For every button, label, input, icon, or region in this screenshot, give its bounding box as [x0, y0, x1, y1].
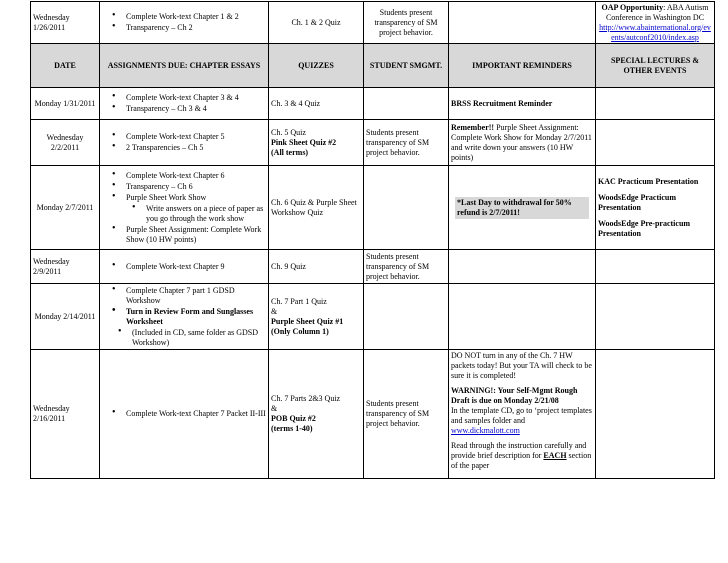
dickmalott-link[interactable]: www.dickmalott.com	[451, 426, 520, 435]
header-events: SPECIAL LECTURES & OTHER EVENTS	[596, 44, 715, 88]
each-emphasis: EACH	[543, 451, 567, 460]
warning-reminder: WARNING!: Your Self-Mgmt Rough Draft is due on Monday 2/21/08	[451, 386, 578, 405]
student-cell: Students present transparency of SM project behavior.	[364, 2, 449, 44]
event-item: WoodsEdge Pre-practicum Presentation	[598, 218, 691, 238]
student-cell	[364, 88, 449, 120]
student-cell	[364, 284, 449, 350]
table-row	[31, 120, 715, 166]
header-date: DATE	[31, 44, 100, 88]
date-cell: Wednesday 2/2/2011	[31, 120, 100, 166]
list-item: • Complete Work-text Chapter 5	[112, 132, 266, 142]
events-cell	[596, 120, 715, 166]
events-cell	[596, 284, 715, 350]
reminder-text: Purple Sheet Assignment: Complete Work Show for Monday 2/7/2011 and write down your answers (10 HW points)	[451, 122, 592, 162]
reminder-cell	[449, 350, 596, 479]
event-text: : ABA Autism Conference in Washington DC	[605, 2, 709, 22]
header-quizzes: QUIZZES	[269, 44, 364, 88]
list-item: • Transparency – Ch 3 & 4	[112, 104, 266, 114]
quiz-cell	[269, 284, 364, 350]
quiz-line: Pink Sheet Quiz #2	[271, 137, 337, 147]
student-cell	[364, 166, 449, 250]
header-row	[31, 44, 715, 88]
date-cell: Monday 1/31/2011	[31, 88, 100, 120]
event-title: OAP Opportunity	[601, 2, 664, 12]
table-row	[31, 250, 715, 284]
withdrawal-reminder: *Last Day to withdrawal for 50% refund is 2/7/2011!	[455, 197, 589, 219]
quiz-line: (terms 1-40)	[271, 424, 313, 433]
date-cell: Monday 2/14/2011	[31, 284, 100, 350]
quiz-line: (Only Column 1)	[271, 326, 329, 336]
sub-list-item: • (Included in CD, same folder as GDSD Workshow)	[118, 328, 266, 348]
description-reminder	[451, 441, 593, 471]
reminder-cell	[449, 120, 596, 166]
table-row	[31, 166, 715, 250]
list-item: • Complete Work-text Chapter 1 & 2	[112, 12, 266, 22]
reminder-cell	[449, 2, 596, 44]
quiz-line: &	[271, 306, 278, 316]
table-row	[31, 350, 715, 479]
student-cell: Students present transparency of SM project behavior.	[364, 120, 449, 166]
reminder-cell	[449, 284, 596, 350]
date-cell: Wednesday 2/16/2011	[31, 350, 100, 479]
list-item	[112, 193, 266, 224]
description-end: section of the paper	[451, 451, 592, 470]
assignments-cell	[100, 120, 269, 166]
event-item: WoodsEdge Practicum Presentation	[598, 192, 676, 212]
sub-list-item: • Write answers on a piece of paper as you go through the work show	[132, 204, 266, 224]
reminder-bold: Remember!!	[451, 122, 495, 132]
reminder-cell	[449, 166, 596, 250]
list-item: • Transparency – Ch 2	[112, 23, 266, 33]
list-item-label: Purple Sheet Work Show	[126, 192, 207, 202]
list-item: • Complete Work-text Chapter 9	[112, 262, 266, 272]
list-item: • 2 Transparencies – Ch 5	[112, 143, 266, 153]
quiz-line: Ch. 5 Quiz	[271, 127, 306, 137]
assignments-cell	[100, 250, 269, 284]
list-item: • Complete Work-text Chapter 7 Packet II-III	[112, 409, 266, 419]
quiz-line: Purple Sheet Quiz #1	[271, 316, 344, 326]
template-instructions: In the template CD, go to ‘project templates and samples folder and	[451, 406, 592, 425]
student-cell: Students present transparency of SM project behavior.	[364, 250, 449, 284]
event-link[interactable]: http://www.abainternational.org/events/autconf2010/index.asp	[599, 22, 711, 42]
assignments-cell	[100, 2, 269, 44]
assignments-cell	[100, 88, 269, 120]
header-assignments: ASSIGNMENTS DUE: CHAPTER ESSAYS	[100, 44, 269, 88]
assignments-cell	[100, 284, 269, 350]
table-row	[31, 88, 715, 120]
quiz-cell: Ch. 3 & 4 Quiz	[269, 88, 364, 120]
schedule-table	[30, 1, 715, 479]
quiz-line: (All terms)	[271, 147, 309, 157]
quiz-line: &	[271, 404, 278, 413]
list-item: • Complete Chapter 7 part 1 GDSD Workshow	[112, 286, 266, 306]
events-cell	[596, 88, 715, 120]
list-item: • Transparency – Ch 6	[112, 182, 266, 192]
events-cell	[596, 250, 715, 284]
list-item: • Complete Work-text Chapter 3 & 4	[112, 93, 266, 103]
assignments-cell	[100, 166, 269, 250]
header-student: STUDENT SMGMT.	[364, 44, 449, 88]
reminder-cell	[449, 250, 596, 284]
events-cell	[596, 2, 715, 44]
events-cell	[596, 166, 715, 250]
quiz-line: Ch. 7 Part 1 Quiz	[271, 296, 327, 306]
date-cell: Wednesday 1/26/2011	[31, 2, 100, 44]
date-cell: Monday 2/7/2011	[31, 166, 100, 250]
events-cell	[596, 350, 715, 479]
quiz-line: POB Quiz #2	[271, 414, 316, 423]
assignments-cell	[100, 350, 269, 479]
quiz-cell: Ch. 6 Quiz & Purple Sheet Workshow Quiz	[269, 166, 364, 250]
student-cell: Students present transparency of SM project behavior.	[364, 350, 449, 479]
list-item: • Turn in Review Form and Sunglasses Worksheet	[112, 307, 266, 327]
list-item: • Purple Sheet Assignment: Complete Work Show (10 HW points)	[112, 225, 266, 245]
description-text: Read through the instruction carefully and provide brief description for	[451, 441, 587, 460]
quiz-cell: Ch. 1 & 2 Quiz	[269, 2, 364, 44]
event-item: KAC Practicum Presentation	[598, 176, 699, 186]
quiz-cell	[269, 350, 364, 479]
quiz-line: Ch. 7 Parts 2&3 Quiz	[271, 394, 341, 403]
quiz-cell: Ch. 9 Quiz	[269, 250, 364, 284]
table-row	[31, 284, 715, 350]
table-row	[31, 2, 715, 44]
date-cell: Wednesday 2/9/2011	[31, 250, 100, 284]
header-reminders: IMPORTANT REMINDERS	[449, 44, 596, 88]
quiz-cell	[269, 120, 364, 166]
reminder-packets: DO NOT turn in any of the Ch. 7 HW packets today! But your TA will check to be sure it is completed!	[451, 351, 592, 380]
reminder-cell: BRSS Recruitment Reminder	[449, 88, 596, 120]
list-item: • Complete Work-text Chapter 6	[112, 171, 266, 181]
